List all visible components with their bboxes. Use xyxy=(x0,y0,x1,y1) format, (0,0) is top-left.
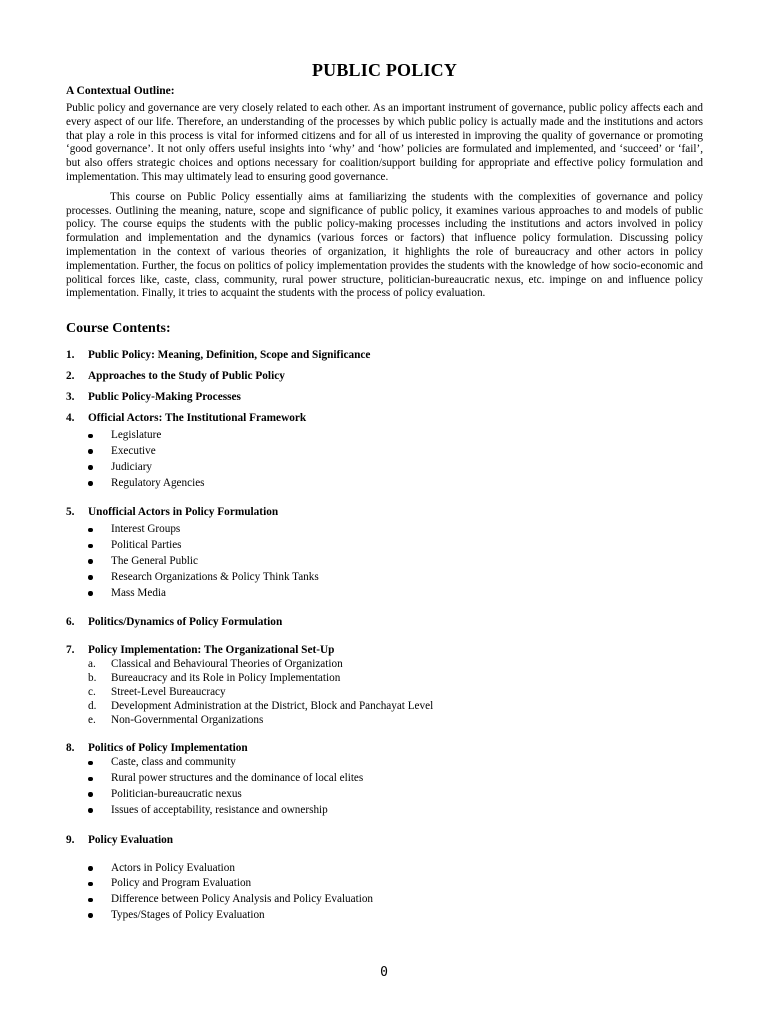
list-item xyxy=(66,586,703,602)
list-item xyxy=(66,755,703,771)
subitem-text: Regulatory Agencies xyxy=(111,476,205,489)
item-letter: b. xyxy=(88,672,97,685)
item-heading: Politics of Policy Implementation xyxy=(88,742,248,755)
list-item xyxy=(66,713,703,727)
list-item xyxy=(66,538,703,554)
item-number: 3. xyxy=(66,391,75,404)
subitem-text: Classical and Behavioural Theories of Organization xyxy=(111,658,343,671)
page-title: PUBLIC POLICY xyxy=(311,60,458,80)
subitem-text: Interest Groups xyxy=(111,523,181,536)
item-letter: a. xyxy=(88,658,96,671)
item-number: 4. xyxy=(66,412,75,425)
bullet-icon xyxy=(88,434,93,439)
bullet-icon xyxy=(88,465,93,470)
item-heading: Approaches to the Study of Public Policy xyxy=(88,370,285,383)
course-item-1 xyxy=(66,349,703,362)
subitem-text: Actors in Policy Evaluation xyxy=(111,861,235,874)
item-letter: c. xyxy=(88,686,96,699)
bullet-icon xyxy=(88,898,93,903)
course-contents-list xyxy=(66,349,703,924)
subitem-text: Political Parties xyxy=(111,539,182,552)
bullet-icon xyxy=(88,761,93,766)
subitem-text: Bureaucracy and its Role in Policy Implementation xyxy=(111,672,341,685)
list-item xyxy=(66,861,703,877)
subitem-list xyxy=(66,755,703,818)
item-heading: Policy Implementation: The Organizational Set-Up xyxy=(88,644,335,657)
subitem-text: Research Organizations & Policy Think Tanks xyxy=(111,570,319,583)
course-item-2 xyxy=(66,370,703,383)
list-item xyxy=(66,771,703,787)
bullet-icon xyxy=(88,591,93,596)
course-item-6 xyxy=(66,616,703,629)
contents-heading: Course Contents: xyxy=(66,321,171,337)
subitem-list xyxy=(66,861,703,924)
list-item xyxy=(66,522,703,538)
subitem-text: Caste, class and community xyxy=(111,756,236,769)
course-item-5 xyxy=(66,506,703,601)
item-number: 5. xyxy=(66,506,75,519)
subitem-text: Executive xyxy=(111,444,156,457)
subitem-list xyxy=(66,428,703,491)
item-heading: Public Policy-Making Processes xyxy=(88,391,241,404)
subitem-list xyxy=(66,522,703,601)
bullet-icon xyxy=(88,575,93,580)
subitem-text: Street-Level Bureaucracy xyxy=(111,686,226,699)
list-item xyxy=(66,876,703,892)
outline-paragraph-1: Public policy and governance are very closely related to each other. As an important instrument of governance, public policy affects each and every aspect of our life. Therefore, an understanding of the processes by which public policy is actually made and the institutions and actors that play a role in this process is vital for informed citizens and for all of us interested in improving the quality of governance or promoting ‘good governance’. It not only offers useful insights into ‘why’ and ‘how’ policies are formulated and implemented, and ‘succeed’ or ‘fail’, but also offers strategic choices and options necessary for coalition/support building for appropriate and effective policy formulation and implementation. This may ultimately lead to ensuring good governance. xyxy=(66,102,703,183)
list-item xyxy=(66,657,703,671)
list-item xyxy=(66,444,703,460)
subitem-text: Non-Governmental Organizations xyxy=(111,714,264,727)
item-heading: Unofficial Actors in Policy Formulation xyxy=(88,506,279,519)
subitem-text: Rural power structures and the dominance of local elites xyxy=(111,772,364,785)
bullet-icon xyxy=(88,913,93,918)
bullet-icon xyxy=(88,777,93,782)
course-item-7 xyxy=(66,644,703,727)
item-heading: Public Policy: Meaning, Definition, Scope and Significance xyxy=(88,349,371,362)
item-number: 2. xyxy=(66,370,75,383)
bullet-icon xyxy=(88,808,93,813)
list-item xyxy=(66,908,703,924)
outline-paragraph-2: This course on Public Policy essentially aims at familiarizing the students with the complexities of governance and policy processes. Outlining the meaning, nature, scope and significance of public policy, it examines various approaches to and models of public policy. The course equips the students with the public policy-making processes including the institutions and actors involved in policy formulation and implementation and the dynamics (various forces or factors) that influence policy formulation. Discussing policy implementation in the context of various theories of organization, it highlights the role of bureaucracy and other actors in policy implementation. Further, the focus on politics of policy implementation provides the students with the knowledge of how socio-economic and political forces like, caste, class, community, rural power structure, politician-bureaucratic nexus, etc. impinge on and influence policy implementation. Finally, it tries to acquaint the students with the process of policy evaluation. xyxy=(66,190,703,300)
document-page xyxy=(66,60,703,932)
list-item xyxy=(66,803,703,819)
subitem-text: Difference between Policy Analysis and Policy Evaluation xyxy=(111,893,374,906)
bullet-icon xyxy=(88,544,93,549)
item-number: 1. xyxy=(66,349,75,362)
item-number: 8. xyxy=(66,742,75,755)
bullet-icon xyxy=(88,481,93,486)
item-number: 6. xyxy=(66,616,75,629)
item-number: 9. xyxy=(66,833,75,846)
subitem-text: Issues of acceptability, resistance and ownership xyxy=(111,803,328,816)
course-item-4 xyxy=(66,412,703,491)
subitem-list xyxy=(66,657,703,727)
course-item-8 xyxy=(66,742,703,818)
subitem-text: Policy and Program Evaluation xyxy=(111,877,252,890)
bullet-icon xyxy=(88,882,93,887)
list-item xyxy=(66,476,703,492)
bullet-icon xyxy=(88,792,93,797)
subitem-text: Development Administration at the District, Block and Panchayat Level xyxy=(111,700,434,713)
item-heading: Politics/Dynamics of Policy Formulation xyxy=(88,616,283,629)
list-item xyxy=(66,892,703,908)
list-item xyxy=(66,685,703,699)
item-letter: e. xyxy=(88,714,96,727)
list-item xyxy=(66,554,703,570)
list-item xyxy=(66,671,703,685)
subitem-text: Legislature xyxy=(111,429,162,442)
item-heading: Official Actors: The Institutional Framework xyxy=(88,412,307,425)
list-item xyxy=(66,699,703,713)
course-item-3 xyxy=(66,391,703,404)
outline-heading: A Contextual Outline: xyxy=(66,85,175,97)
bullet-icon xyxy=(88,559,93,564)
subitem-text: Politician-bureaucratic nexus xyxy=(111,787,242,800)
subitem-text: The General Public xyxy=(111,554,198,567)
item-letter: d. xyxy=(88,700,97,713)
bullet-icon xyxy=(88,528,93,533)
page-number: 0 xyxy=(380,965,388,980)
list-item xyxy=(66,428,703,444)
subitem-text: Types/Stages of Policy Evaluation xyxy=(111,908,265,921)
list-item xyxy=(66,570,703,586)
item-number: 7. xyxy=(66,644,75,657)
bullet-icon xyxy=(88,866,93,871)
list-item xyxy=(66,787,703,803)
course-item-9 xyxy=(66,834,703,924)
bullet-icon xyxy=(88,449,93,454)
item-heading: Policy Evaluation xyxy=(88,833,174,846)
subitem-text: Judiciary xyxy=(111,460,153,473)
list-item xyxy=(66,460,703,476)
subitem-text: Mass Media xyxy=(111,586,166,599)
